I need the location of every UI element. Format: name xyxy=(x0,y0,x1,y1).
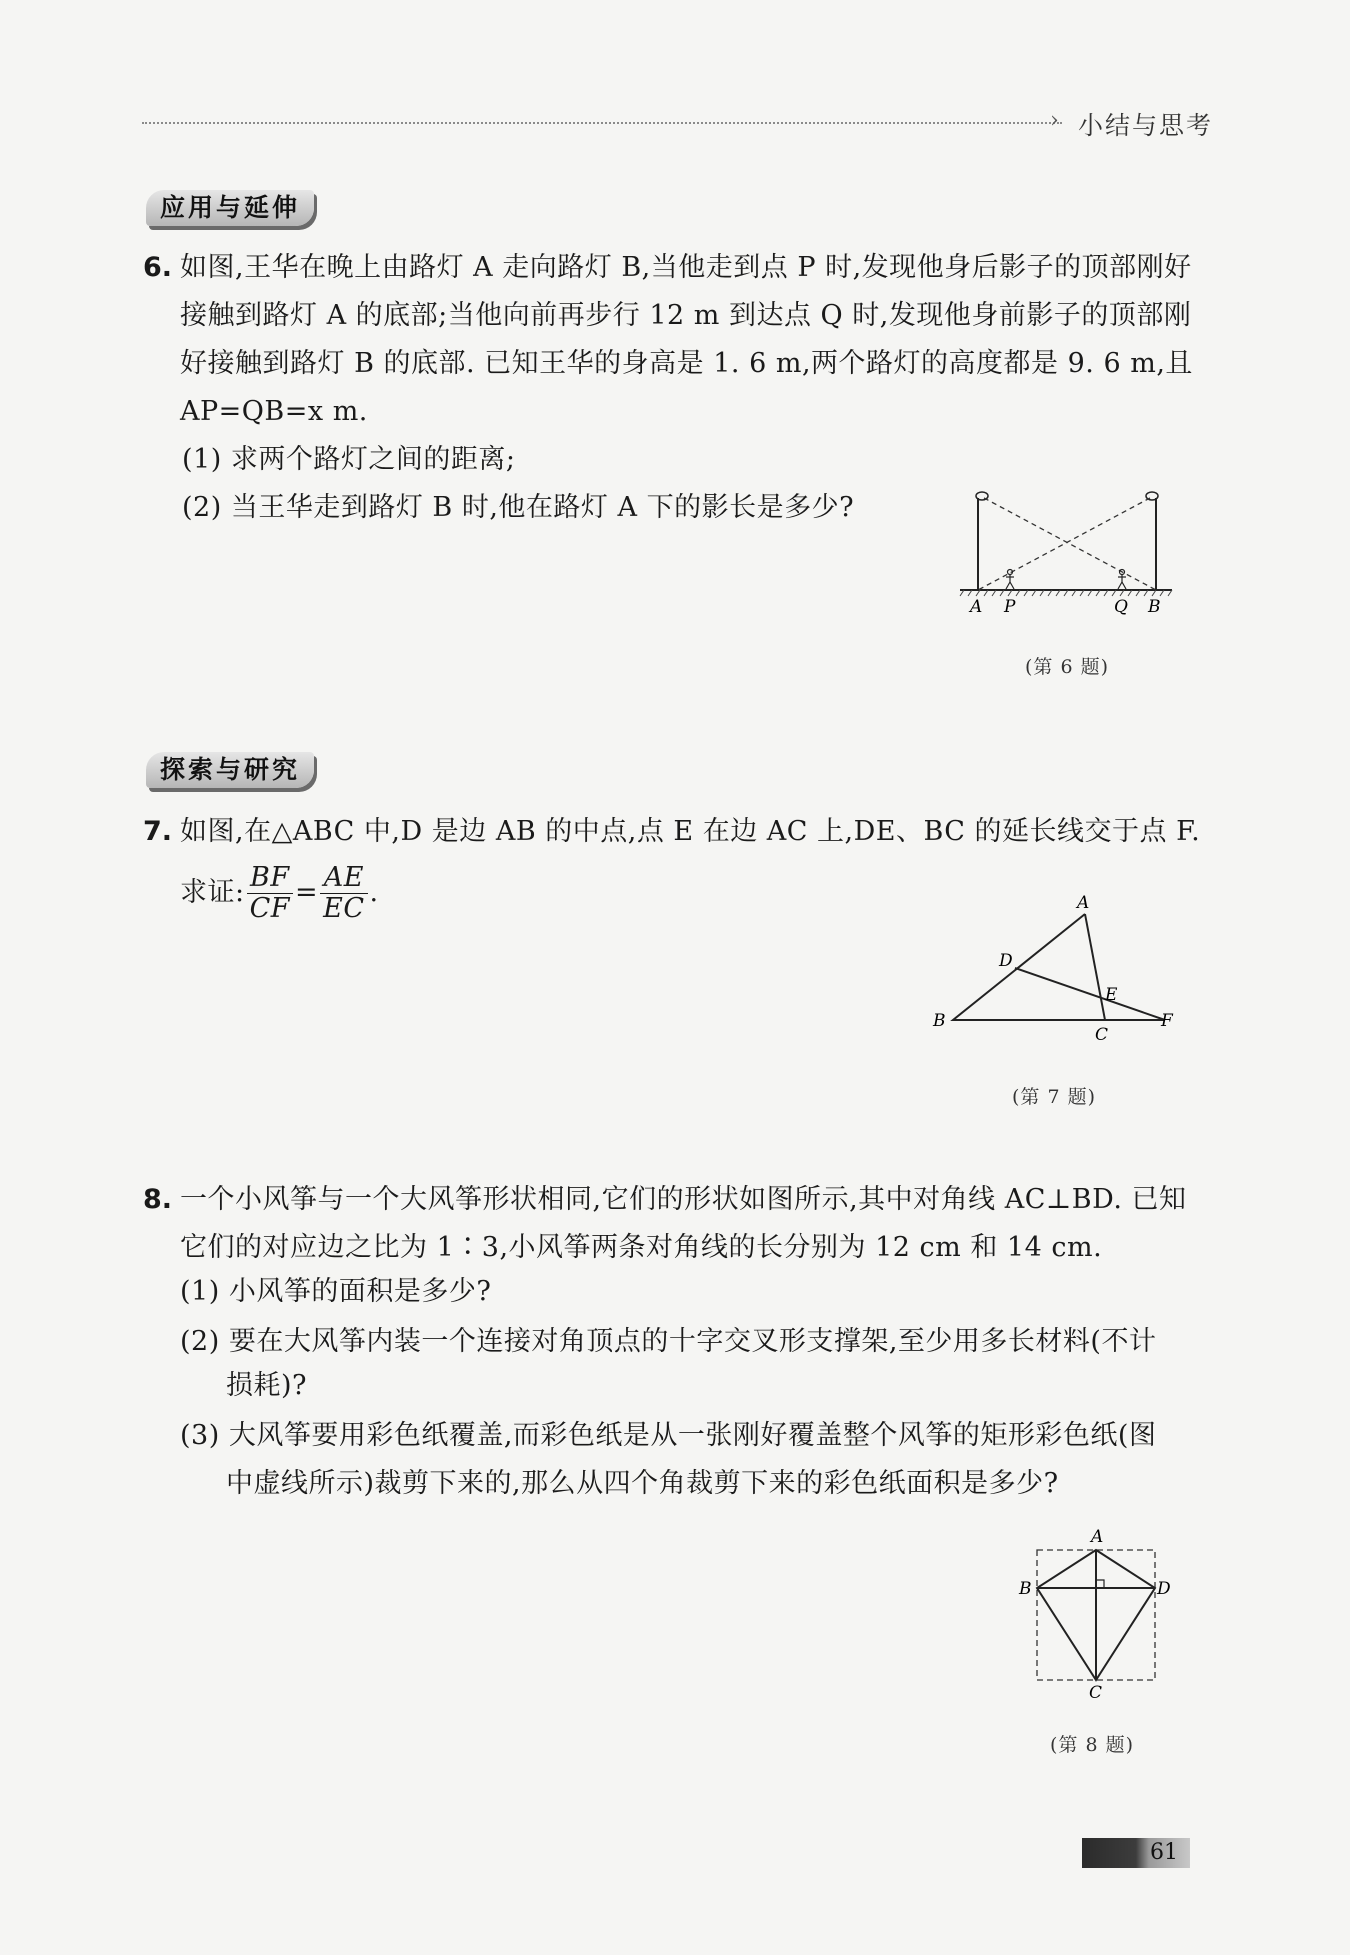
q8-label-C: C xyxy=(1089,1683,1103,1703)
q7-frac-right-den: EC xyxy=(323,893,365,924)
q7-frac-right-num: AE xyxy=(320,863,367,894)
header-section-title: 小结与思考 xyxy=(1078,111,1214,140)
q7-equals: = xyxy=(295,877,319,908)
q8-sub-3-line-2: 中虚线所示)裁剪下来的,那么从四个角裁剪下来的彩色纸面积是多少? xyxy=(226,1468,1059,1499)
page-number: 61 xyxy=(1150,1840,1178,1865)
section-title-exploration: 探索与研究 xyxy=(146,752,314,788)
q7-prove-prefix: 求证: xyxy=(180,877,245,908)
q8-sub-2-line-2: 损耗)? xyxy=(226,1370,308,1401)
q7-frac-left-num: BF xyxy=(247,863,293,894)
q8-label-B: B xyxy=(1019,1579,1032,1599)
q7-text-line-1: 如图,在△ABC 中,D 是边 AB 的中点,点 E 在边 AC 上,DE、BC 的延长线交于点 F. xyxy=(180,816,1201,847)
section-title-application: 应用与延伸 xyxy=(146,190,314,226)
q7-frac-left-den: CF xyxy=(249,893,291,924)
q6-label-A: A xyxy=(970,597,983,617)
q6-sub-1: (1) 求两个路灯之间的距离; xyxy=(182,444,516,475)
q6-caption: (第 6 题) xyxy=(1025,656,1109,678)
header-arrow-icon: › xyxy=(1050,108,1059,133)
q8-caption: (第 8 题) xyxy=(1050,1734,1134,1756)
q7-fraction-right xyxy=(320,863,367,924)
q8-sub-1: (1) 小风筝的面积是多少? xyxy=(180,1276,492,1307)
q7-label-C: C xyxy=(1095,1025,1109,1045)
q8-text-line-1: 一个小风筝与一个大风筝形状相同,它们的形状如图所示,其中对角线 AC⊥BD. 已知 xyxy=(180,1184,1187,1215)
q8-label-A: A xyxy=(1091,1527,1104,1547)
q6-label-B: B xyxy=(1148,597,1161,617)
q7-period: . xyxy=(369,877,379,908)
q7-label-A: A xyxy=(1077,893,1090,913)
q6-text-line-3: 好接触到路灯 B 的底部. 已知王华的身高是 1. 6 m,两个路灯的高度都是 9. 6 m,且 xyxy=(180,348,1193,379)
q6-text-line-4: AP=QB=x m. xyxy=(180,396,368,427)
header-dotted-rule xyxy=(142,122,1062,124)
q7-label-F: F xyxy=(1161,1011,1173,1031)
q7-label-D: D xyxy=(999,951,1013,971)
q8-sub-2-line-1: (2) 要在大风筝内装一个连接对角顶点的十字交叉形支撑架,至少用多长材料(不计 xyxy=(180,1326,1157,1357)
q6-label-P: P xyxy=(1004,597,1016,617)
q7-label-E: E xyxy=(1105,985,1118,1005)
q6-sub-2: (2) 当王华走到路灯 B 时,他在路灯 A 下的影长是多少? xyxy=(182,492,855,523)
q7-number: 7. xyxy=(143,816,173,847)
q7-fraction-left xyxy=(247,863,293,924)
q8-figure-kite xyxy=(1015,1522,1180,1707)
q6-number: 6. xyxy=(143,252,173,283)
q7-figure-triangle xyxy=(925,890,1185,1050)
q8-text-line-2: 它们的对应边之比为 1∶3,小风筝两条对角线的长分别为 12 cm 和 14 cm. xyxy=(180,1232,1103,1263)
q6-text-line-1: 如图,王华在晚上由路灯 A 走向路灯 B,当他走到点 P 时,发现他身后影子的顶部刚好 xyxy=(180,252,1192,283)
q7-prove-line xyxy=(180,862,379,924)
q7-label-B: B xyxy=(933,1011,946,1031)
q8-number: 8. xyxy=(143,1184,173,1215)
q6-text-line-2: 接触到路灯 A 的底部;当他向前再步行 12 m 到达点 Q 时,发现他身前影子的顶部刚 xyxy=(180,300,1192,331)
q6-label-Q: Q xyxy=(1114,597,1128,617)
q8-sub-3-line-1: (3) 大风筝要用彩色纸覆盖,而彩色纸是从一张刚好覆盖整个风筝的矩形彩色纸(图 xyxy=(180,1420,1157,1451)
q6-figure-streetlights xyxy=(950,480,1190,620)
q8-label-D: D xyxy=(1157,1579,1171,1599)
q7-caption: (第 7 题) xyxy=(1012,1086,1096,1108)
